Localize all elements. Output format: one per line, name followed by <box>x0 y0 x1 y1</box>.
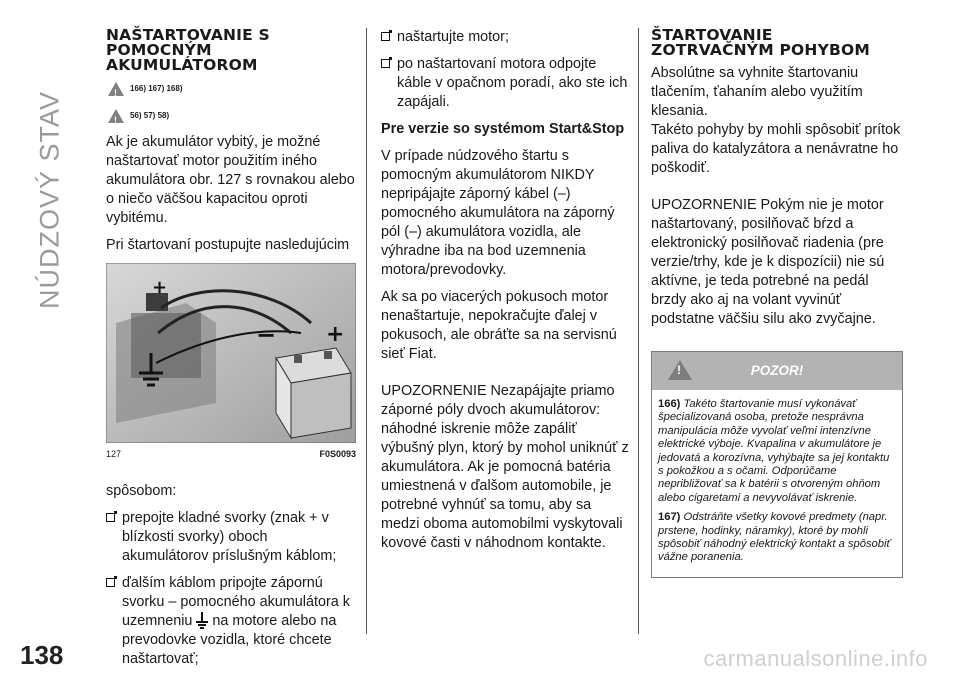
warning-box <box>651 351 903 578</box>
column-1 <box>106 28 356 677</box>
paragraph: spôsobom: <box>106 483 177 499</box>
bullet-box-icon <box>106 513 115 522</box>
figure-caption: 127 F0S0093 <box>106 449 356 459</box>
column-3 <box>651 28 901 578</box>
auxiliary-battery <box>276 348 351 438</box>
caution-triangle-icon <box>108 109 124 123</box>
ground-symbol-icon <box>196 612 208 630</box>
plus-sign-left: + <box>152 277 168 298</box>
paragraph: Absolútne sa vyhnite štartovaniu tlačením, ťahaním alebo využitím klesania. <box>651 65 863 119</box>
paragraph: V prípade núdzového štartu s pomocným akumulátorom NIKDY nepripájajte záporný kábel (–) pomocného akumulátora na záporný pól (–) akumulátora vozidla, ale výhradne iba na bod uzemnenia motora/prevodovky. <box>381 148 615 278</box>
column-divider <box>638 28 639 634</box>
column-2 <box>381 28 629 561</box>
list-item: po naštartovaní motora odpojte káble v opačnom poradí, ako ste ich zapájali. <box>381 55 629 112</box>
bullet-box-icon <box>381 59 390 68</box>
minus-sign: − <box>256 321 277 349</box>
section-heading-push-start: ŠTARTOVANIE ZOTRVAČNÝM POHYBOM <box>651 26 871 59</box>
bullet-box-icon <box>106 578 115 587</box>
caution-refs: ! 56) 57) 58) <box>108 106 356 125</box>
page-number: 138 <box>20 640 64 670</box>
section-heading-jump-start: NAŠTARTOVANIE S POMOCNÝM AKUMULÁTOROM <box>106 26 270 74</box>
warning-triangle-icon <box>108 82 124 96</box>
paragraph: UPOZORNENIE Nezapájajte priamo záporné póly dvoch akumulátorov: náhodné iskrenie môže zapáliť výbušný plyn, ktorý by mohol uniknúť z akumulátora. Ak je pomocná batéria umiestnená v ďalšom automobile, je potrebné vyhnúť sa tomu, aby sa medzi oboma automobilmi vyskytovali kovové časti v náhodnom kontakte. <box>381 383 629 551</box>
list-item: ďalším káblom pripojte zápornú svorku – pomocného akumulátora k uzemneniu na motore alebo na prevodovke vozidla, ktoré chcete naštartovať; <box>106 574 356 669</box>
warning-refs: ! 166) 167) 168) <box>108 79 356 98</box>
list-item: naštartujte motor; <box>381 28 629 47</box>
paragraph: Ak je akumulátor vybitý, je možné naštartovať motor použitím iného akumulátora obr. 127 s rovnakou alebo o niečo väčšou kapacitou oproti vybitému. <box>106 134 355 226</box>
plus-sign-right: + <box>326 322 345 347</box>
warning-header: ! POZOR! <box>652 352 902 390</box>
warning-triangle-icon <box>668 360 692 380</box>
warning-body <box>652 390 902 577</box>
footer-watermark: carmanualsonline.info <box>703 646 928 671</box>
battery-jump-illustration <box>106 263 356 443</box>
column-divider <box>366 28 367 634</box>
paragraph: Pri štartovaní postupujte nasledujúcim <box>106 237 350 253</box>
paragraph: UPOZORNENIE Pokým nie je motor naštartovaný, posilňovač bŕzd a elektronický posilňovač riadenia (pre verzie/trhy, kde je k dispozícii) nie sú aktívne, je teda potrebné na pedál brzdy ako aj na volant vyvinúť podstatne väčšiu silu ako zvyčajne. <box>651 197 885 327</box>
warning-item: 167) Odstráňte všetky kovové predmety (napr. prstene, hodinky, náramky), ktoré by mohli spôsobiť náhodný elektrický kontakt a spôsobiť vážne poranenia. <box>658 511 891 564</box>
list-item: prepojte kladné svorky (znak + v blízkosti svorky) oboch akumulátorov príslušným káblom; <box>106 509 356 566</box>
figure-127 <box>106 263 356 464</box>
warning-item: 166) Takéto štartovanie musí vykonávať špecializovaná osoba, pretože nesprávna manipulácia môže vyvolať veľmi intenzívne elektrické výboje. Kvapalina v akumulátore je jedovatá a korozívna, vyhýbajte sa jej kontaktu s pokožkou a s očami. Odporúčame nepribližovať sa k batérii s otvoreným ohňom alebo cigaretami a nevyvolávať iskrenie. <box>658 398 890 504</box>
bullet-box-icon <box>381 32 390 41</box>
subheading-start-stop: Pre verzie so systémom Start&Stop <box>381 121 625 137</box>
paragraph: Ak sa po viacerých pokusoch motor nenaštartuje, nepokračujte ďalej v pokusoch, ale obráťte sa na servisnú sieť Fiat. <box>381 289 617 362</box>
paragraph: Takéto pohyby by mohli spôsobiť prítok paliva do katalyzátora a nenávratne ho poškodiť. <box>651 122 901 176</box>
section-side-label: NÚDZOVÝ STAV <box>34 90 65 310</box>
